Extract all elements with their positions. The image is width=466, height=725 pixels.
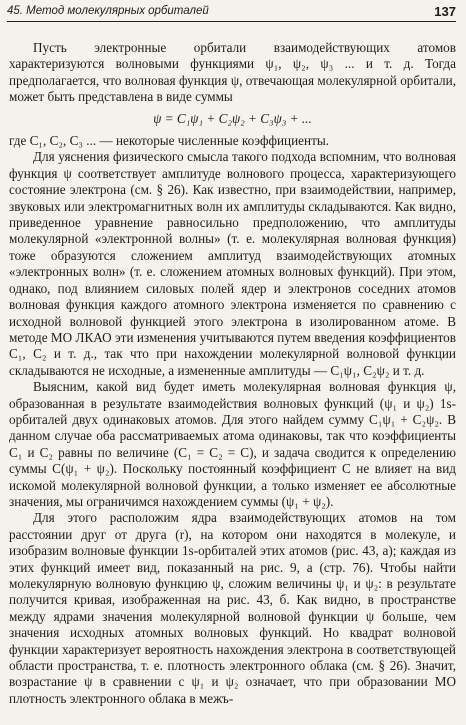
- paragraph-5: Для этого расположим ядра взаимодействующих атомов на том расстоянии друг от друга (r), на котором они находятся в молекуле, и изобразим волновые функции 1s-орбиталей этих атомов (рис. 43, а); каждая из этих функций имеет вид, показанный на рис. 9, а (стр. 76). Чтобы найти молекулярную волновую функцию ψ, сложим величины ψ₁ и ψ₂: в результате получится кривая, изображенная на рис. 43, б. Как видно, в пространстве между ядрами значения молекулярной волновой функции ψ больше, чем значения исходных атомных волновых функций. Но квадрат волновой функции характеризует вероятность нахождения электрона в соответствующей области пространства, т. е. плотность электронного облака (см. § 26). Значит, возрастание ψ в сравнении с ψ₁ и ψ₂ означает, что при образовании МО плотность электронного облака в межъ-: [9, 510, 456, 706]
- paragraph-2: где C₁, C₂, C₃ ... — некоторые численные коэффициенты.: [9, 133, 329, 149]
- paragraph-1: Пусть электронные орбитали взаимодействующих атомов характеризуются волновыми функциями ψ₁, ψ₂, ψ₃ ... и т. д. Тогда предполагается, что волновая функция ψ, отвечающая молекулярной орбитали, может быть представлена в виде суммы: [9, 40, 456, 105]
- section-title: 45. Метод молекулярных орбиталей: [7, 5, 209, 17]
- body-text: [9, 40, 456, 707]
- page-number: 137: [434, 4, 456, 19]
- paragraph-3: Для уяснения физического смысла такого подхода вспомним, что волновая функция ψ соответствует амплитуде волнового процесса, характеризующего состояние электрона (см. § 26). Как известно, при взаимодействии, например, звуковых или электромагнитных волн их амплитуды складываются. Как видно, приведенное уравнение равносильно предположению, что амплитуды молекулярной «электронной волны» (т. е. молекулярная волновая функция) тоже образуются сложением амплитуд взаимодействующих атомных «электронных волн» (т. е. сложением атомных волновых функций). При этом, однако, под влиянием силовых полей ядер и электронов соседних атомов волновая функция каждого атомного электрона изменяется по сравнению с исходной волновой функцией этого электрона в изолированном атоме. В методе МО ЛКАО эти изменения учитываются путем введения коэффициентов C₁, C₂ и т. д., так что при нахождении молекулярной волновой функции складываются не исходные, а измененные амплитуды — C₁ψ₁, C₂ψ₂ и т. д.: [9, 149, 456, 378]
- running-header: [7, 5, 456, 22]
- formula: ψ = C₁ψ₁ + C₂ψ₂ + C₃ψ₃ + ...: [153, 110, 312, 126]
- paragraph-4: Выясним, какой вид будет иметь молекулярная волновая функция ψ, образованная в результате взаимодействия волновых функций (ψ₁ и ψ₂) 1s-орбиталей двух одинаковых атомов. Для этого найдем сумму C₁ψ₁ + C₂ψ₂. В данном случае оба рассматриваемых атома одинаковы, так что коэффициенты C₁ и C₂ равны по величине (C₁ = C₂ = C), и задача сводится к определению суммы C(ψ₁ + ψ₂). Поскольку постоянный коэффициент C не влияет на вид искомой молекулярной волновой функции, а только изменяет ее абсолютные значения, мы ограничимся нахождением суммы (ψ₁ + ψ₂).: [9, 379, 456, 509]
